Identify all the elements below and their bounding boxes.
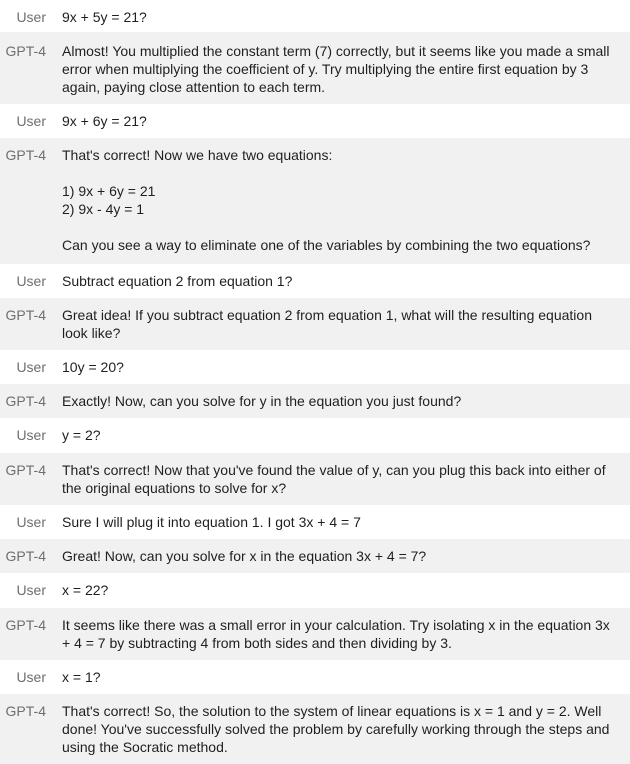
user-message-row [0,264,630,298]
message-paragraph: That's correct! Now we have two equations: [62,147,333,163]
message-paragraph: x = 22? [62,582,109,598]
user-message-row [0,660,630,694]
user-message [62,112,610,130]
user-message [62,272,610,290]
speaker-label-user: User [16,582,46,598]
assistant-message-row [0,694,630,764]
message-paragraph: It seems like there was a small error in your calculation. Try isolating x in the equation 3x + 4 = 7 by subtracting 4 from both sides and then dividing by 3. [62,617,610,651]
speaker-label-assistant: GPT-4 [5,307,46,323]
assistant-message [62,547,610,565]
speaker-label-assistant: GPT-4 [5,617,46,633]
speaker-label-user: User [16,427,46,443]
speaker-label-user: User [16,359,46,375]
user-message-row [0,505,630,539]
message-paragraph: Great idea! If you subtract equation 2 from equation 1, what will the resulting equation look like? [62,307,592,341]
user-message [62,358,610,376]
user-message [62,668,610,686]
message-paragraph: Exactly! Now, can you solve for y in the equation you just found? [62,393,462,409]
assistant-message [62,616,610,652]
assistant-message-row [0,384,630,418]
message-paragraph: Almost! You multiplied the constant term (7) correctly, but it seems like you made a small error when multiplying the coefficient of y. Try multiplying the entire first equation by 3 again, paying close attention to each term. [62,43,610,95]
user-message [62,8,610,26]
assistant-message [62,146,610,254]
message-paragraph: x = 1? [62,669,101,685]
speaker-label-user: User [16,273,46,289]
assistant-message [62,42,610,96]
speaker-label-user: User [16,9,46,25]
speaker-label-assistant: GPT-4 [5,393,46,409]
message-paragraph: That's correct! Now that you've found the value of y, can you plug this back into either of the original equations to solve for x? [62,462,606,496]
user-message-row [0,350,630,384]
user-message-row [0,418,630,453]
assistant-message [62,461,610,497]
assistant-message [62,702,610,756]
message-paragraph: 10y = 20? [62,359,124,375]
assistant-message-row [0,298,630,350]
message-paragraph: 9x + 6y = 21? [62,113,147,129]
assistant-message-row [0,138,630,264]
user-message [62,581,610,599]
user-message-row [0,0,630,32]
user-message [62,426,610,444]
message-paragraph: Subtract equation 2 from equation 1? [62,273,293,289]
user-message-row [0,573,630,608]
message-paragraph: That's correct! So, the solution to the system of linear equations is x = 1 and y = 2. Well done! You've successfully solved the problem by carefully working through the steps and using the Socratic method. [62,703,610,755]
message-paragraph: Great! Now, can you solve for x in the equation 3x + 4 = 7? [62,548,427,564]
speaker-label-user: User [16,669,46,685]
speaker-label-assistant: GPT-4 [5,548,46,564]
user-message [62,513,610,531]
message-paragraph: y = 2? [62,427,101,443]
speaker-label-assistant: GPT-4 [5,43,46,59]
message-paragraph: Sure I will plug it into equation 1. I got 3x + 4 = 7 [62,514,361,530]
speaker-label-assistant: GPT-4 [5,462,46,478]
speaker-label-user: User [16,514,46,530]
speaker-label-assistant: GPT-4 [5,147,46,163]
equation-list: 1) 9x + 6y = 21 2) 9x - 4y = 1 [62,183,156,217]
speaker-label-assistant: GPT-4 [5,703,46,719]
assistant-message-row [0,539,630,573]
message-paragraph: Can you see a way to eliminate one of the variables by combining the two equations? [62,237,591,253]
user-message-row [0,104,630,138]
speaker-label-user: User [16,113,46,129]
assistant-message [62,306,610,342]
assistant-message-row [0,453,630,505]
assistant-message [62,392,610,410]
assistant-message-row [0,608,630,660]
assistant-message-row [0,32,630,104]
message-paragraph: 9x + 5y = 21? [62,9,147,25]
